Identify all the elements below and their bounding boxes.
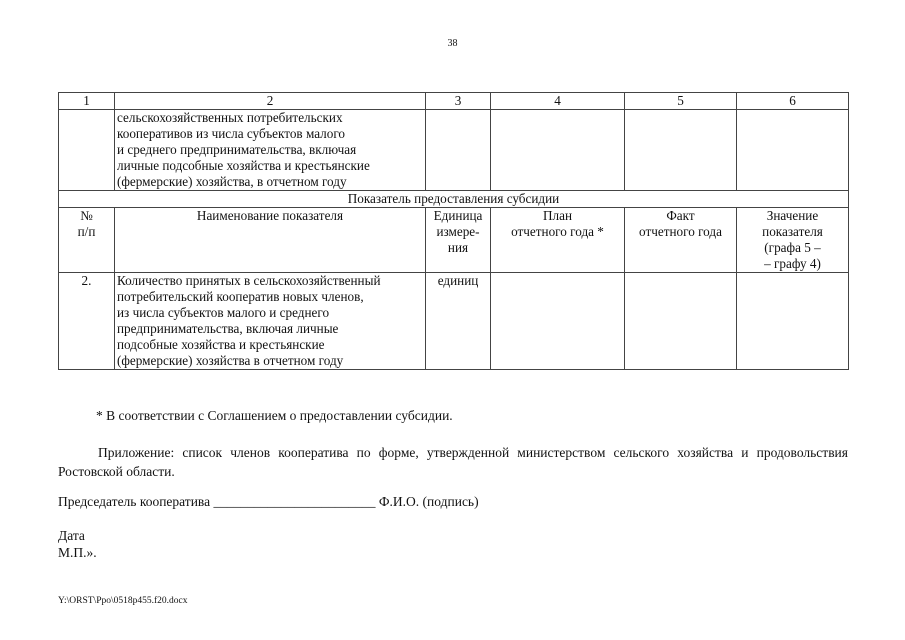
indicator-table bbox=[58, 92, 849, 370]
col-header-5: 5 bbox=[625, 93, 737, 110]
col-header-1: 1 bbox=[59, 93, 115, 110]
plan-header: План отчетного года * bbox=[491, 208, 625, 273]
sub-header-row bbox=[59, 208, 849, 273]
row1-indicator-name: сельскохозяйственных потребительских кооперативов из числа субъектов малого и среднего предпринимательства, включая личные подсобные хозяйства и крестьянские (фермерские) хозяйства, в отчетном году bbox=[115, 110, 426, 191]
num-header: № п/п bbox=[59, 208, 115, 273]
fact-header: Факт отчетного года bbox=[625, 208, 737, 273]
row2-number: 2. bbox=[59, 273, 115, 370]
section-title: Показатель предоставления субсидии bbox=[59, 191, 849, 208]
date-label: Дата bbox=[58, 528, 85, 543]
stamp-label: М.П.». bbox=[58, 545, 97, 560]
row2-unit: единиц bbox=[426, 273, 491, 370]
file-path: Y:\ORST\Ppo\0518p455.f20.docx bbox=[58, 596, 188, 606]
name-header: Наименование показателя bbox=[115, 208, 426, 273]
column-number-row bbox=[59, 93, 849, 110]
signature-suffix: Ф.И.О. (подпись) bbox=[378, 494, 479, 509]
chair-label: Председатель кооператива bbox=[58, 494, 211, 509]
col-header-2: 2 bbox=[115, 93, 426, 110]
appendix-text: Приложение: список членов кооператива по форме, утвержденной министерством сельского хозяйства и продовольствия Ростовской области. bbox=[58, 445, 848, 479]
table-row bbox=[59, 273, 849, 370]
section-title-row bbox=[59, 191, 849, 208]
row2-indicator-name: Количество принятых в сельскохозяйственный потребительский кооператив новых членов, из числа субъектов малого и среднего предпринимательства, включая личные подсобные хозяйства и крестьянские (фермерские) хозяйства в отчетном году bbox=[115, 273, 426, 370]
value-header: Значение показателя (графа 5 – – графу 4) bbox=[737, 208, 849, 273]
signature-blank: ________________________ bbox=[213, 494, 376, 509]
date-block bbox=[58, 527, 97, 561]
chair-signature-line bbox=[58, 494, 479, 510]
page-number: 38 bbox=[447, 38, 458, 49]
footnote: * В соответствии с Соглашением о предоставлении субсидии. bbox=[96, 408, 453, 423]
table-row bbox=[59, 110, 849, 191]
unit-header: Единица измере- ния bbox=[426, 208, 491, 273]
col-header-6: 6 bbox=[737, 93, 849, 110]
col-header-3: 3 bbox=[426, 93, 491, 110]
col-header-4: 4 bbox=[491, 93, 625, 110]
